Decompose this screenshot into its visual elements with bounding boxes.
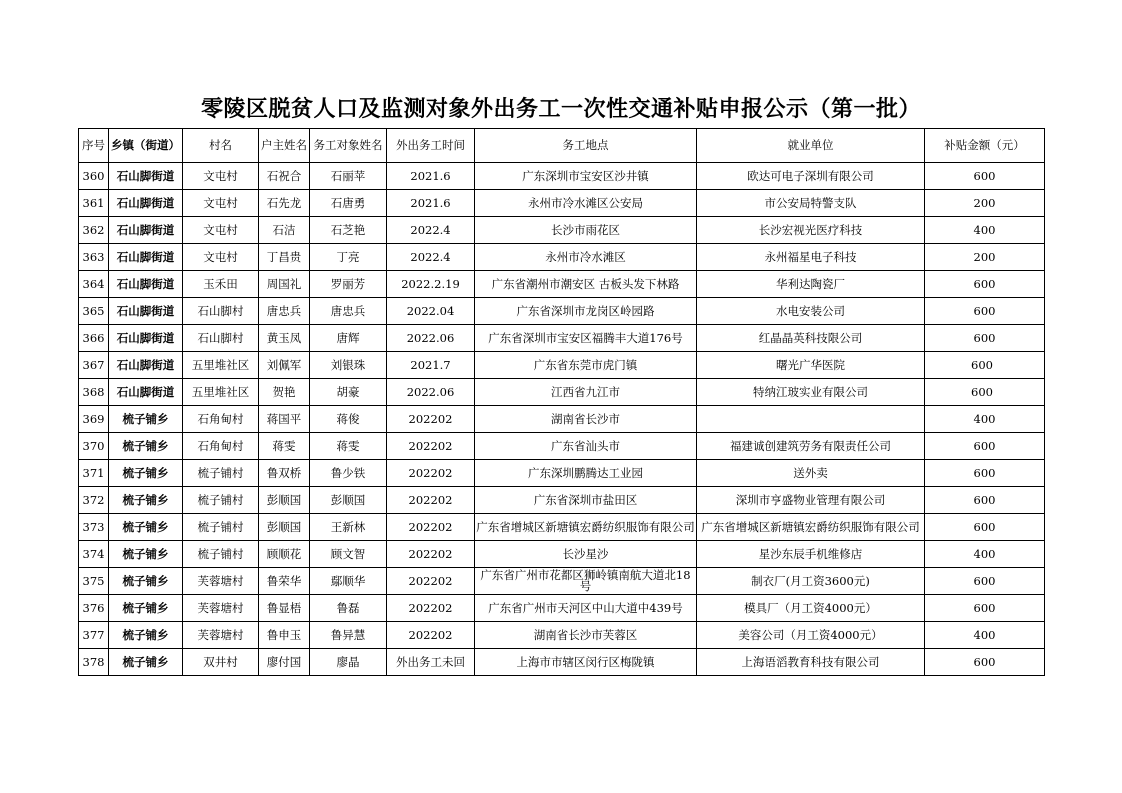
cell-village: 五里堆社区	[183, 352, 259, 379]
header-work-time: 外出务工时间	[387, 129, 475, 163]
cell-worker-name: 鲁少铁	[310, 460, 387, 487]
cell-town: 石山脚街道	[109, 217, 183, 244]
cell-employer: 长沙宏视光医疗科技	[697, 217, 925, 244]
cell-town: 梳子铺乡	[109, 406, 183, 433]
cell-work-place: 江西省九江市	[475, 379, 697, 406]
table-row	[79, 244, 1045, 271]
cell-town: 石山脚街道	[109, 325, 183, 352]
table-row	[79, 406, 1045, 433]
cell-town: 梳子铺乡	[109, 568, 183, 595]
cell-no: 372	[79, 487, 109, 514]
cell-village: 石角甸村	[183, 433, 259, 460]
cell-work-place: 长沙市雨花区	[475, 217, 697, 244]
subsidy-table	[78, 128, 1045, 676]
table-row	[79, 649, 1045, 676]
cell-amount: 600	[925, 595, 1045, 622]
cell-worker-name: 石丽苹	[310, 163, 387, 190]
cell-village: 梳子铺村	[183, 541, 259, 568]
cell-work-time: 2021.6	[387, 190, 475, 217]
cell-worker-name: 顾文智	[310, 541, 387, 568]
cell-village: 芙蓉塘村	[183, 622, 259, 649]
cell-amount: 200	[925, 190, 1045, 217]
header-no: 序号	[79, 129, 109, 163]
cell-village: 双井村	[183, 649, 259, 676]
cell-household-head: 周国礼	[259, 271, 310, 298]
cell-work-time: 202202	[387, 406, 475, 433]
header-town: 乡镇（街道）	[109, 129, 183, 163]
header-household-head: 户主姓名	[259, 129, 310, 163]
cell-no: 362	[79, 217, 109, 244]
cell-amount: 600	[925, 379, 1045, 406]
cell-work-place: 广东省增城区新塘镇宏爵纺织服饰有限公司	[475, 514, 697, 541]
cell-worker-name: 唐辉	[310, 325, 387, 352]
cell-work-time: 202202	[387, 595, 475, 622]
cell-town: 石山脚街道	[109, 163, 183, 190]
cell-amount: 600	[925, 325, 1045, 352]
cell-worker-name: 胡豪	[310, 379, 387, 406]
cell-work-time: 202202	[387, 460, 475, 487]
cell-household-head: 彭顺国	[259, 487, 310, 514]
cell-work-place: 广东省广州市天河区中山大道中439号	[475, 595, 697, 622]
table-row	[79, 622, 1045, 649]
cell-village: 文屯村	[183, 244, 259, 271]
cell-work-time: 202202	[387, 622, 475, 649]
cell-village: 梳子铺村	[183, 460, 259, 487]
cell-village: 梳子铺村	[183, 487, 259, 514]
cell-employer: 制衣厂(月工资3600元)	[697, 568, 925, 595]
cell-household-head: 唐忠兵	[259, 298, 310, 325]
cell-household-head: 鲁显梧	[259, 595, 310, 622]
cell-household-head: 鲁荣华	[259, 568, 310, 595]
cell-work-time: 外出务工未回	[387, 649, 475, 676]
header-employer: 就业单位	[697, 129, 925, 163]
cell-work-time: 2022.06	[387, 379, 475, 406]
cell-employer: 美容公司（月工资4000元）	[697, 622, 925, 649]
cell-household-head: 鲁申玉	[259, 622, 310, 649]
cell-amount: 600	[925, 514, 1045, 541]
cell-work-time: 2022.2.19	[387, 271, 475, 298]
cell-work-place: 广东深圳鹏腾达工业园	[475, 460, 697, 487]
cell-household-head: 丁昌贵	[259, 244, 310, 271]
cell-work-place: 广东省汕头市	[475, 433, 697, 460]
cell-town: 石山脚街道	[109, 244, 183, 271]
cell-work-time: 2022.06	[387, 325, 475, 352]
table-row	[79, 433, 1045, 460]
cell-household-head: 廖付国	[259, 649, 310, 676]
cell-employer: 曙光广华医院	[697, 352, 925, 379]
cell-village: 石山脚村	[183, 325, 259, 352]
cell-village: 文屯村	[183, 190, 259, 217]
cell-no: 369	[79, 406, 109, 433]
cell-household-head: 石洁	[259, 217, 310, 244]
cell-worker-name: 石芝艳	[310, 217, 387, 244]
cell-work-time: 2022.4	[387, 244, 475, 271]
table-body	[79, 163, 1045, 676]
table-row	[79, 568, 1045, 595]
cell-town: 石山脚街道	[109, 271, 183, 298]
cell-household-head: 石祝合	[259, 163, 310, 190]
cell-amount: 600	[925, 298, 1045, 325]
cell-town: 梳子铺乡	[109, 541, 183, 568]
cell-town: 石山脚街道	[109, 379, 183, 406]
table-row	[79, 298, 1045, 325]
page-title: 零陵区脱贫人口及监测对象外出务工一次性交通补贴申报公示（第一批）	[200, 97, 921, 122]
cell-no: 373	[79, 514, 109, 541]
cell-work-time: 2021.7	[387, 352, 475, 379]
cell-amount: 600	[925, 487, 1045, 514]
cell-worker-name: 刘银珠	[310, 352, 387, 379]
cell-employer: 福建诚创建筑劳务有限责任公司	[697, 433, 925, 460]
cell-household-head: 彭顺国	[259, 514, 310, 541]
cell-work-place: 广东省潮州市潮安区 古板头发下林路	[475, 271, 697, 298]
cell-amount: 400	[925, 622, 1045, 649]
header-village: 村名	[183, 129, 259, 163]
cell-village: 芙蓉塘村	[183, 568, 259, 595]
cell-no: 374	[79, 541, 109, 568]
cell-employer: 欧达可电子深圳有限公司	[697, 163, 925, 190]
cell-worker-name: 罗丽芳	[310, 271, 387, 298]
cell-employer	[697, 406, 925, 433]
cell-village: 文屯村	[183, 163, 259, 190]
table-row	[79, 352, 1045, 379]
cell-household-head: 顾顺花	[259, 541, 310, 568]
cell-employer: 星沙东辰手机维修店	[697, 541, 925, 568]
cell-employer: 华利达陶瓷厂	[697, 271, 925, 298]
cell-household-head: 黄玉凤	[259, 325, 310, 352]
cell-worker-name: 彭顺国	[310, 487, 387, 514]
table-row	[79, 379, 1045, 406]
cell-work-place: 广东省深圳市龙岗区岭园路	[475, 298, 697, 325]
cell-employer: 特纳江玻实业有限公司	[697, 379, 925, 406]
cell-no: 375	[79, 568, 109, 595]
cell-amount: 600	[925, 433, 1045, 460]
cell-work-place: 上海市市辖区闵行区梅陇镇	[475, 649, 697, 676]
cell-work-time: 202202	[387, 487, 475, 514]
cell-worker-name: 石唐勇	[310, 190, 387, 217]
cell-household-head: 蒋雯	[259, 433, 310, 460]
cell-town: 梳子铺乡	[109, 622, 183, 649]
cell-household-head: 刘佩军	[259, 352, 310, 379]
cell-worker-name: 鄢顺华	[310, 568, 387, 595]
cell-work-time: 2022.4	[387, 217, 475, 244]
header-worker-name: 务工对象姓名	[310, 129, 387, 163]
cell-work-place: 湖南省长沙市芙蓉区	[475, 622, 697, 649]
cell-amount: 600	[925, 568, 1045, 595]
cell-no: 361	[79, 190, 109, 217]
cell-work-time: 202202	[387, 568, 475, 595]
cell-no: 378	[79, 649, 109, 676]
cell-town: 梳子铺乡	[109, 595, 183, 622]
cell-work-time: 2021.6	[387, 163, 475, 190]
cell-worker-name: 廖晶	[310, 649, 387, 676]
cell-work-time: 2022.04	[387, 298, 475, 325]
cell-amount: 400	[925, 406, 1045, 433]
table-row	[79, 271, 1045, 298]
cell-village: 玉禾田	[183, 271, 259, 298]
cell-no: 371	[79, 460, 109, 487]
cell-work-place: 广东省广州市花都区狮岭镇南航大道北18号	[475, 568, 697, 595]
cell-worker-name: 唐忠兵	[310, 298, 387, 325]
cell-village: 五里堆社区	[183, 379, 259, 406]
cell-no: 376	[79, 595, 109, 622]
cell-amount: 600	[925, 271, 1045, 298]
cell-work-place: 广东省深圳市宝安区福腾丰大道176号	[475, 325, 697, 352]
cell-employer: 永州福星电子科技	[697, 244, 925, 271]
header-work-place: 务工地点	[475, 129, 697, 163]
cell-work-place: 广东深圳市宝安区沙井镇	[475, 163, 697, 190]
cell-town: 梳子铺乡	[109, 433, 183, 460]
table-row	[79, 595, 1045, 622]
cell-work-time: 202202	[387, 433, 475, 460]
cell-village: 芙蓉塘村	[183, 595, 259, 622]
cell-no: 366	[79, 325, 109, 352]
cell-work-place: 湖南省长沙市	[475, 406, 697, 433]
cell-work-place: 长沙星沙	[475, 541, 697, 568]
cell-amount: 600	[925, 649, 1045, 676]
cell-worker-name: 丁亮	[310, 244, 387, 271]
cell-town: 石山脚街道	[109, 298, 183, 325]
table-row	[79, 514, 1045, 541]
cell-town: 梳子铺乡	[109, 514, 183, 541]
cell-amount: 400	[925, 541, 1045, 568]
table-row	[79, 325, 1045, 352]
cell-work-place: 永州市冷水滩区	[475, 244, 697, 271]
cell-work-place: 广东省深圳市盐田区	[475, 487, 697, 514]
cell-amount: 400	[925, 217, 1045, 244]
cell-worker-name: 蒋雯	[310, 433, 387, 460]
cell-worker-name: 蒋俊	[310, 406, 387, 433]
cell-amount: 600	[925, 163, 1045, 190]
cell-village: 文屯村	[183, 217, 259, 244]
table-row	[79, 217, 1045, 244]
cell-amount: 600	[925, 460, 1045, 487]
cell-employer: 模具厂（月工资4000元）	[697, 595, 925, 622]
cell-town: 梳子铺乡	[109, 460, 183, 487]
cell-worker-name: 鲁异慧	[310, 622, 387, 649]
cell-town: 梳子铺乡	[109, 649, 183, 676]
cell-no: 377	[79, 622, 109, 649]
table-row	[79, 163, 1045, 190]
cell-town: 梳子铺乡	[109, 487, 183, 514]
cell-no: 363	[79, 244, 109, 271]
cell-town: 石山脚街道	[109, 190, 183, 217]
cell-work-place: 广东省东莞市虎门镇	[475, 352, 697, 379]
cell-work-time: 202202	[387, 541, 475, 568]
table-row	[79, 541, 1045, 568]
header-amount: 补贴金额（元）	[925, 129, 1045, 163]
cell-village: 石角甸村	[183, 406, 259, 433]
table-header-row	[79, 129, 1045, 163]
cell-no: 370	[79, 433, 109, 460]
table-row	[79, 190, 1045, 217]
table-row	[79, 487, 1045, 514]
cell-household-head: 贺艳	[259, 379, 310, 406]
cell-village: 石山脚村	[183, 298, 259, 325]
cell-work-place: 永州市冷水滩区公安局	[475, 190, 697, 217]
cell-household-head: 鲁双桥	[259, 460, 310, 487]
cell-employer: 水电安装公司	[697, 298, 925, 325]
cell-employer: 红晶晶英科技限公司	[697, 325, 925, 352]
cell-employer: 市公安局特警支队	[697, 190, 925, 217]
cell-work-time: 202202	[387, 514, 475, 541]
cell-employer: 广东省增城区新塘镇宏爵纺织服饰有限公司	[697, 514, 925, 541]
cell-worker-name: 王新林	[310, 514, 387, 541]
cell-household-head: 石先龙	[259, 190, 310, 217]
cell-amount: 600	[925, 352, 1045, 379]
cell-no: 368	[79, 379, 109, 406]
cell-no: 364	[79, 271, 109, 298]
table-row	[79, 460, 1045, 487]
cell-town: 石山脚街道	[109, 352, 183, 379]
cell-worker-name: 鲁磊	[310, 595, 387, 622]
cell-amount: 200	[925, 244, 1045, 271]
cell-employer: 上海语滔教育科技有限公司	[697, 649, 925, 676]
cell-no: 367	[79, 352, 109, 379]
cell-employer: 深圳市亨盛物业管理有限公司	[697, 487, 925, 514]
cell-village: 梳子铺村	[183, 514, 259, 541]
cell-employer: 送外卖	[697, 460, 925, 487]
cell-no: 360	[79, 163, 109, 190]
cell-household-head: 蒋国平	[259, 406, 310, 433]
cell-no: 365	[79, 298, 109, 325]
